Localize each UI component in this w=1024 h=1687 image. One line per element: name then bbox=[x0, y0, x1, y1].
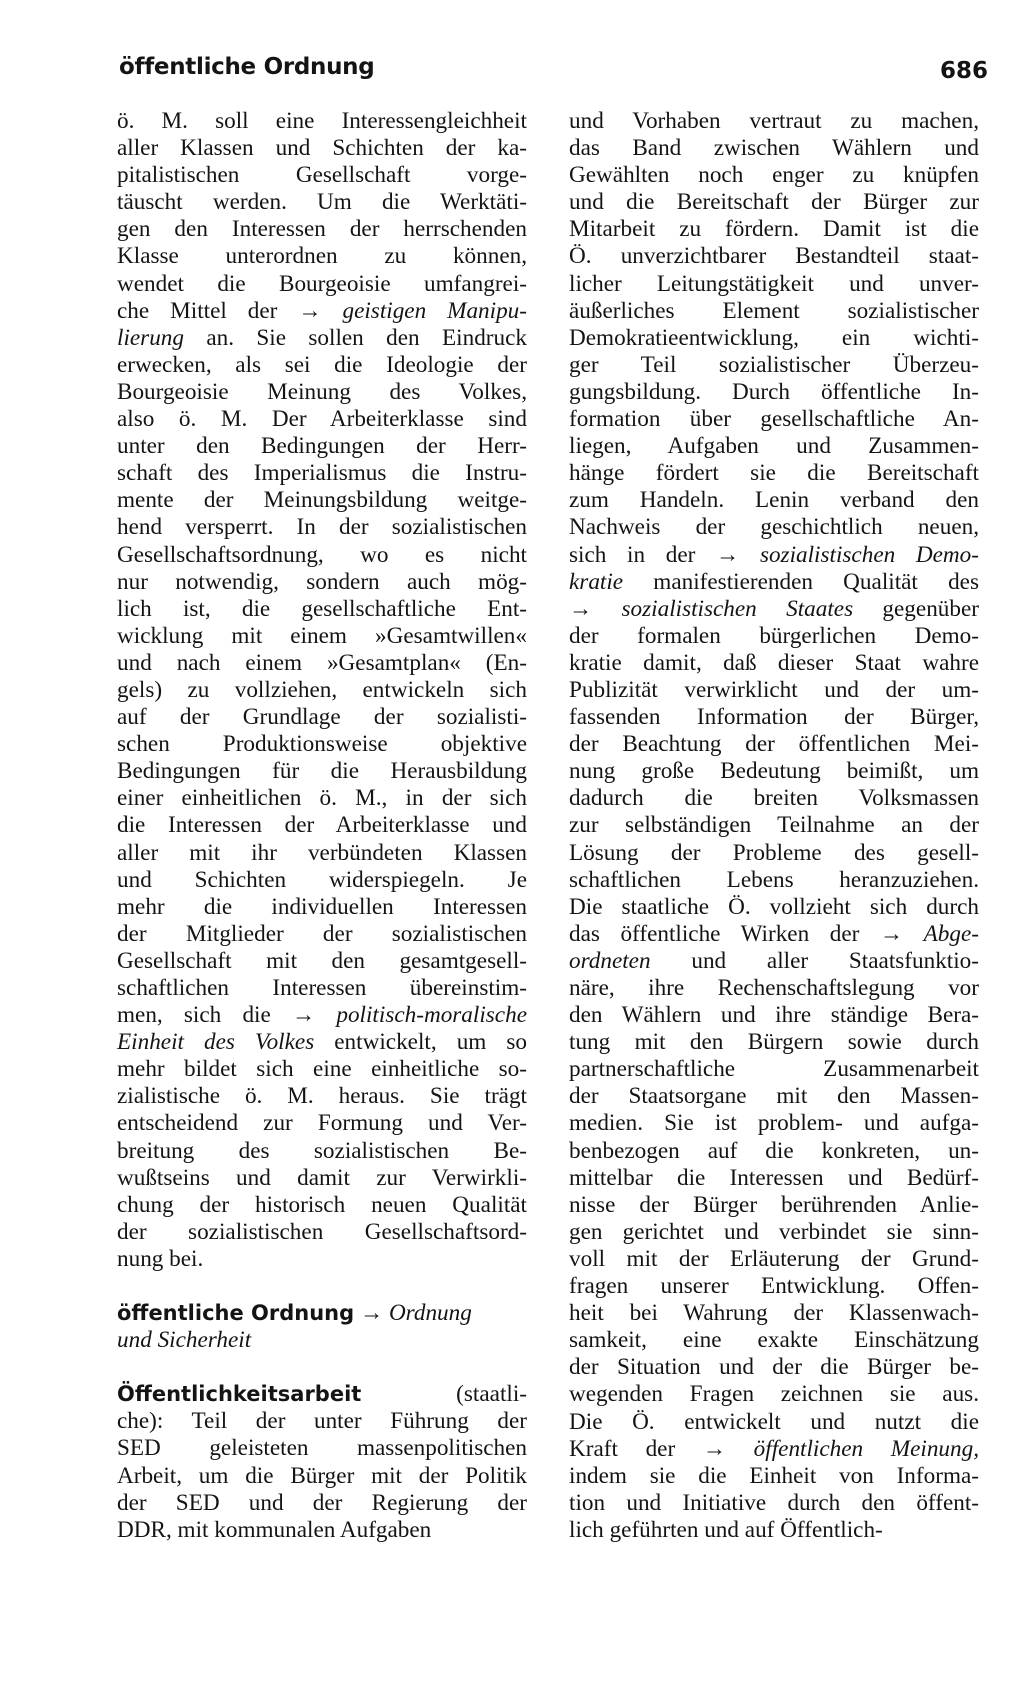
text-line: der Mitglieder der sozialistischen bbox=[117, 920, 527, 947]
text-line: nung bei. bbox=[117, 1245, 204, 1272]
entry-oeffentliche-ordnung bbox=[117, 1300, 527, 1354]
text-line: schaft des Imperialismus die Instru- bbox=[117, 460, 527, 487]
text-line: zum Handeln. Lenin verband den bbox=[569, 487, 979, 514]
text-line: dadurch die breiten Volksmassen bbox=[569, 785, 979, 812]
text-line: die Interessen der Arbeiterklasse und bbox=[117, 812, 527, 839]
text-line: wußtseins und damit zur Verwirkli- bbox=[117, 1164, 527, 1191]
cross-reference-link: Einheit des Volkes bbox=[117, 1029, 315, 1056]
text-segment: an. Sie sollen den Eindruck bbox=[183, 324, 527, 351]
text-line bbox=[569, 542, 979, 569]
text-line: wegenden Fragen zeichnen sie aus. bbox=[569, 1381, 979, 1408]
text-line: heit bei Wahrung der Klassenwach- bbox=[569, 1300, 979, 1327]
text-segment: manifestierenden Qualität des bbox=[623, 568, 979, 595]
text-line: nisse der Bürger berührenden Anlie- bbox=[569, 1191, 979, 1218]
text-line: aller mit ihr verbündeten Klassen bbox=[117, 839, 527, 866]
text-line: fassenden Information der Bürger, bbox=[569, 704, 979, 731]
text-line: näre, ihre Rechenschaftslegung vor bbox=[569, 975, 979, 1001]
entry-body-text bbox=[569, 108, 979, 1544]
text-line: indem sie die Einheit von Informa- bbox=[569, 1462, 979, 1489]
text-line: mittelbar die Interessen und Bedürf- bbox=[569, 1164, 979, 1191]
text-line: schen Produktionsweise objektive bbox=[117, 731, 527, 758]
text-line: hend versperrt. In der sozialistischen bbox=[117, 514, 527, 541]
cross-reference-link: ordneten bbox=[569, 947, 651, 974]
text-line: täuscht werden. Um die Werktäti- bbox=[117, 189, 527, 216]
text-line: entscheidend zur Formung und Ver- bbox=[117, 1110, 527, 1137]
text-line: erwecken, als sei die Ideologie der bbox=[117, 351, 527, 378]
text-line: DDR, mit kommunalen Aufgaben bbox=[117, 1516, 432, 1543]
text-line: schaftlichen Interessen übereinstim- bbox=[117, 975, 527, 1001]
text-line bbox=[117, 325, 527, 352]
text-line: der Situation und der die Bürger be- bbox=[569, 1354, 979, 1381]
text-line: wendet die Bourgeoisie umfangrei- bbox=[117, 270, 527, 297]
text-line: zialistische ö. M. heraus. Sie trägt bbox=[117, 1083, 527, 1110]
text-line: Arbeit, um die Bürger mit der Politik bbox=[117, 1462, 527, 1489]
text-line: Lösung der Probleme des gesell- bbox=[569, 839, 979, 866]
entry-headword: öffentliche Ordnung bbox=[117, 1301, 355, 1326]
text-line bbox=[117, 1002, 527, 1029]
text-line: Klasse unterordnen zu können, bbox=[117, 243, 527, 270]
text-line: wicklung mit einem »Gesamtwillen« bbox=[117, 622, 527, 649]
text-line bbox=[569, 1436, 979, 1463]
text-line: der formalen bürgerlichen Demo- bbox=[569, 622, 979, 649]
text-line bbox=[569, 596, 979, 623]
text-line: mehr die individuellen Interessen bbox=[117, 893, 527, 920]
text-line: und nach einem »Gesamtplan« (En- bbox=[117, 649, 527, 676]
text-line: kratie damit, daß dieser Staat wahre bbox=[569, 649, 979, 676]
running-head: öffentliche Ordnung bbox=[119, 54, 375, 80]
text-line bbox=[117, 298, 527, 325]
text-line: licher Leitungstätigkeit und unver- bbox=[569, 270, 979, 297]
text-line: mehr bildet sich eine einheitliche so- bbox=[117, 1056, 527, 1083]
text-segment: men, sich die → bbox=[117, 1002, 337, 1029]
text-line: chung der historisch neuen Qualität bbox=[117, 1191, 527, 1218]
text-line: hänge fördert sie die Bereitschaft bbox=[569, 460, 979, 487]
text-line: äußerliches Element sozialistischer bbox=[569, 297, 979, 324]
text-segment: sich in der → bbox=[569, 541, 760, 568]
text-line: Nachweis der geschichtlich neuen, bbox=[569, 514, 979, 541]
text-line: benbezogen auf die konkreten, un- bbox=[569, 1137, 979, 1164]
text-line: samkeit, eine exakte Einschätzung bbox=[569, 1327, 979, 1354]
cross-reference-link: Ordnung bbox=[388, 1300, 472, 1327]
text-line: breitung des sozialistischen Be- bbox=[117, 1137, 527, 1164]
text-line: gen gerichtet und verbindet sie sinn- bbox=[569, 1218, 979, 1245]
text-line: Demokratieentwicklung, ein wichti- bbox=[569, 324, 979, 351]
text-line: Die staatliche Ö. vollzieht sich durch bbox=[569, 893, 979, 920]
entry-headword: Öffentlichkeitsarbeit bbox=[117, 1382, 362, 1407]
text-line: zur selbständigen Teilnahme an der bbox=[569, 812, 979, 839]
text-line: und Vorhaben vertraut zu machen, bbox=[569, 108, 979, 134]
cross-reference-link: politisch-moralische bbox=[336, 1002, 527, 1029]
text-line: pitalistischen Gesellschaft vorge- bbox=[117, 162, 527, 189]
text-segment: gegenüber bbox=[853, 595, 979, 622]
text-line: aller Klassen und Schichten der ka- bbox=[117, 135, 527, 162]
text-line: also ö. M. Der Arbeiterklasse sind bbox=[117, 406, 527, 433]
text-line: den Wählern und ihre ständige Bera- bbox=[569, 1002, 979, 1029]
text-line: formation über gesellschaftliche An- bbox=[569, 406, 979, 433]
left-column bbox=[117, 108, 527, 1544]
text-line: lich geführten und auf Öffentlich- bbox=[569, 1516, 883, 1543]
text-line bbox=[569, 569, 979, 596]
text-line: der sozialistischen Gesellschaftsord- bbox=[117, 1218, 527, 1245]
cross-reference-link: lierung bbox=[117, 324, 184, 351]
text-line: Mitarbeit zu fördern. Damit ist die bbox=[569, 216, 979, 243]
text-line: ö. M. soll eine Interessengleichheit bbox=[117, 108, 527, 134]
cross-reference-link: Abge- bbox=[923, 920, 979, 947]
text-line: der Beachtung der öffentlichen Mei- bbox=[569, 731, 979, 758]
text-segment: das öffentliche Wirken der → bbox=[569, 920, 924, 947]
text-line: Die Ö. entwickelt und nutzt die bbox=[569, 1408, 979, 1435]
cross-reference-arrow: → bbox=[354, 1300, 389, 1327]
text-segment: Kraft der → bbox=[569, 1435, 754, 1462]
text-line: nur notwendig, sondern auch mög- bbox=[117, 568, 527, 595]
text-line: das Band zwischen Wählern und bbox=[569, 135, 979, 162]
cross-reference-link-cont: und Sicherheit bbox=[117, 1327, 252, 1354]
text-segment: und aller Staatsfunktio- bbox=[650, 947, 979, 974]
text-line: und Schichten widerspiegeln. Je bbox=[117, 866, 527, 893]
cross-reference-link: sozialistischen Demo- bbox=[759, 541, 979, 568]
text-line: und die Bereitschaft der Bürger zur bbox=[569, 189, 979, 216]
text-segment: che Mittel der → bbox=[117, 297, 343, 324]
text-line: Bedingungen für die Herausbildung bbox=[117, 758, 527, 785]
text-line: der Staatsorgane mit den Massen- bbox=[569, 1083, 979, 1110]
text-line: nung große Bedeutung beimißt, um bbox=[569, 758, 979, 785]
text-line bbox=[569, 948, 979, 975]
text-line: mente der Meinungsbildung weitge- bbox=[117, 487, 527, 514]
cross-reference-link: geistigen Manipu- bbox=[342, 297, 527, 324]
text-line: Publizität verwirklicht und der um- bbox=[569, 676, 979, 703]
text-line: ger Teil sozialistischer Überzeu- bbox=[569, 351, 979, 378]
text-segment: → bbox=[569, 595, 622, 622]
text-line: Gewählten noch enger zu knüpfen bbox=[569, 162, 979, 189]
text-line: liegen, Aufgaben und Zusammen- bbox=[569, 433, 979, 460]
text-line: medien. Sie ist problem- und aufga- bbox=[569, 1110, 979, 1137]
text-line: der SED und der Regierung der bbox=[117, 1489, 527, 1516]
right-column bbox=[569, 108, 979, 1544]
text-line: tung mit den Bürgern sowie durch bbox=[569, 1029, 979, 1056]
text-line: Ö. unverzichtbarer Bestandteil staat- bbox=[569, 243, 979, 270]
text-line: gels) zu vollziehen, entwickeln sich bbox=[117, 676, 527, 703]
text-line: unter den Bedingungen der Herr- bbox=[117, 433, 527, 460]
text-line: che): Teil der unter Führung der bbox=[117, 1408, 527, 1435]
text-line bbox=[569, 921, 979, 948]
text-line: tion und Initiative durch den öffent- bbox=[569, 1489, 979, 1516]
text-line: fragen unserer Entwicklung. Offen- bbox=[569, 1273, 979, 1300]
text-line: auf der Grundlage der sozialisti- bbox=[117, 704, 527, 731]
cross-reference-link: öffentlichen Meinung, bbox=[753, 1435, 980, 1462]
text-line: Bourgeoisie Meinung des Volkes, bbox=[117, 378, 527, 405]
text-line: schaftlichen Lebens heranzuziehen. bbox=[569, 866, 979, 893]
cross-reference-link: kratie bbox=[569, 568, 624, 595]
text-line bbox=[117, 1029, 527, 1056]
text-line: partnerschaftliche Zusammenarbeit bbox=[569, 1056, 979, 1083]
text-line: einer einheitlichen ö. M., in der sich bbox=[117, 785, 527, 812]
text-line: Gesellschaft mit den gesamtgesell- bbox=[117, 947, 527, 974]
text-line: SED geleisteten massenpolitischen bbox=[117, 1435, 527, 1462]
text-line: gungsbildung. Durch öffentliche In- bbox=[569, 378, 979, 405]
text-segment: entwickelt, um so bbox=[314, 1029, 527, 1056]
text-line: gen den Interessen der herrschenden bbox=[117, 216, 527, 243]
cross-reference-link: sozialistischen Staates bbox=[621, 595, 854, 622]
text-line: voll mit der Erläuterung der Grund- bbox=[569, 1245, 979, 1272]
entry-oeffentlichkeitsarbeit bbox=[117, 1381, 527, 1544]
page-number: 686 bbox=[939, 58, 988, 84]
text-line: Gesellschaftsordnung, wo es nicht bbox=[117, 541, 527, 568]
entry-text: (staatli- bbox=[456, 1381, 527, 1408]
text-line: lich ist, die gesellschaftliche Ent- bbox=[117, 595, 527, 622]
entry-continuation-text bbox=[117, 108, 527, 1273]
